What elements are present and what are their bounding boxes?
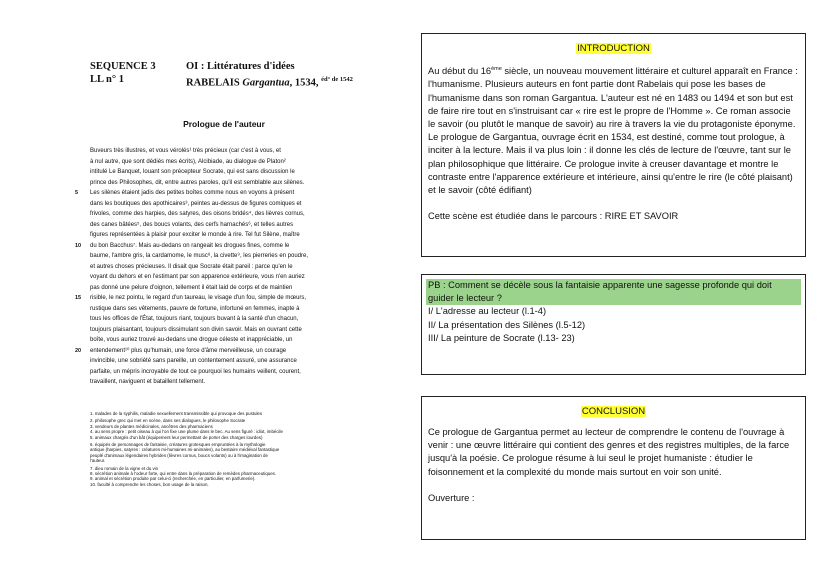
plan-box (421, 274, 806, 375)
footnote: 8. sécrétion animale à l'odeur forte, qui entre dans la préparation de remèdes pharmaceutiques. (90, 471, 277, 477)
footnote: 6. équipés de personnages de fantaisie, créatures grotesques empruntées à la mythologie (90, 442, 266, 448)
line-number: 5 (75, 190, 79, 196)
prologue-line: rustique dans ses vêtements, pauvre de fortune, infortuné en femmes, inapte à (90, 305, 300, 312)
footnote: 5. animaux chargés d'un bât (équipement leur permettant de porter des charges lourdes) (90, 434, 263, 440)
prologue-line: à nul autre, que sont dédiés mes écrits), Alcibiade, au dialogue de Platon² (90, 158, 286, 165)
footnote: antique (harpies, satyres : créatures mi-humaines mi-animales), au bestiaire médiéval fantastique (90, 447, 280, 453)
prologue-line: intitulé Le Banquet, louant son précepteur Socrate, qui est sans discussion le (90, 169, 295, 175)
prologue-line: baume, l'ambre gris, la cardamome, le musc⁸, la civette⁹, les pierreries en poudre, (90, 253, 309, 259)
footnotes (90, 411, 370, 487)
prologue-line: tous les offices de l'État, toujours riant, toujours buvant à la santé d'un chacun, (90, 316, 299, 322)
plan-part-1: I/ L'adresse au lecteur (l.1-4) (428, 306, 547, 317)
prologue-line: parfaite, un mépris incroyable de tout ce pourquoi les humains veillent, courent, (90, 368, 301, 375)
footnote: l'auteur. (90, 458, 106, 464)
ll-label: LL n° 1 (90, 74, 124, 85)
prologue-line: des canes bâtées⁵, des boucs volants, des cerfs harnachés⁶, et telles autres (90, 221, 294, 228)
prologue-text (75, 146, 358, 388)
line-number: 20 (75, 347, 82, 354)
footnote: 9. animal et sécrétion produite par celui-ci (recherchée, en particulier, en parfumerie). (90, 476, 256, 482)
conclusion-paragraph: Ce prologue de Gargantua permet au lecteur de comprendre le contenu de l'ouvrage à venir : une œuvre littéraire qui contient des genres et des registres multiples, de la farce jusqu'à la poésie. Ce prologue résume à lui seul le projet humaniste : étudier le foisonnement et la complexité du monde mais surtout en voir son unité. (428, 427, 790, 477)
prologue-line: 5 Les silènes étaient jadis des petites boîtes comme nous en voyons à présent (90, 188, 358, 199)
footnote: peuplé d'animaux légendaires hybrides (lièvres cornus, boucs volants) ou à l'imagination de (90, 452, 268, 458)
ouverture-label: Ouverture : (428, 492, 475, 503)
prologue-line: frivoles, comme des harpies, des satyres, des oisons bridés⁴, des lièvres cornus, (90, 211, 305, 217)
sequence-label: SEQUENCE 3 (90, 61, 156, 72)
prologue-line: toujours plaisantant, toujours dissimulant son divin savoir. Mais en ouvrant cette (90, 326, 302, 333)
prologue-line: invincible, une sobriété sans pareille, un contentement assuré, une assurance (90, 358, 297, 364)
footnote: 1. malades de la syphilis, maladie sexuellement transmissible qui provoque des pustules (90, 411, 263, 416)
text-page (75, 60, 358, 388)
footnote: 4. au sens propre : petit oiseau à qui l'on fixe une plume dans le bec. Au sens figuré : idiot, imbécile (90, 429, 283, 435)
footnote: 3. vendeurs de plantes médicinales, ancêtres des pharmaciens (90, 423, 213, 429)
prologue-title: Prologue de l'auteur (183, 119, 265, 129)
footnote: 7. dieu romain de la vigne et du vin (90, 465, 159, 471)
footnote: 10. faculté à comprendre les choses, bon usage de la raison. (90, 481, 209, 487)
prologue-line: 20 entendement¹⁰ plus qu'humain, une force d'âme merveilleuse, un courage (90, 346, 358, 357)
line-number: 15 (75, 295, 82, 301)
prologue-line: 15 risible, le nez pointu, le regard d'un taureau, le visage d'un fou, simple de mœurs, (90, 293, 358, 304)
introduction-box (421, 33, 806, 257)
prologue-line: boîte, vous auriez trouvé au-dedans une drogue céleste et inappréciable, un (90, 337, 293, 343)
prologue-line: 10 du bon Bacchus⁷. Mais au-dedans on rangeait les drogues fines, comme le (90, 241, 358, 252)
conclusion-title: CONCLUSION (581, 406, 646, 417)
introduction-paragraph: Au début du 16ème siècle, un nouveau mouvement littéraire et culturel apparaît en France : l'humanisme. Plusieurs auteurs en font partie dont Rabelais qui pose les bases de l'humanisme dans son roman Gargantua. L'auteur est né en 1483 ou 1494 et son but est de faire rire tout en s'instruisant car « rire est le propre de l'Homme ». Ce roman associe le savoir (ou plutôt le manque de savoir) au rire à travers la vie du protagoniste éponyme. Le prologue de Gargantua, ouvrage écrit en 1534, est destiné, comme tout prologue, à inciter à la lecture. Mais il va plus loin : il donne les clés de lecture de l'œuvre, tant sur le plan philosophique que littéraire. Ce prologue invite à creuser davantage et montre le contraste entre l'apparence extérieure et intérieure, ainsi qu'entre le rire (le côté plaisant) et le savoir (côté édifiant) (428, 66, 798, 195)
plan-part-2: II/ La présentation des Silènes (l.5-12) (428, 319, 586, 330)
introduction-title: INTRODUCTION (577, 43, 650, 54)
parcours-line: Cette scène est étudiée dans le parcours : RIRE ET SAVOIR (428, 211, 679, 222)
line-number: 10 (75, 242, 82, 249)
prologue-line: prince des Philosophes, dit, entre autres paroles, qu'il est semblable aux silènes. (90, 179, 305, 186)
sequence-header (90, 60, 358, 88)
prologue-line: travaillent, naviguent et bataillent tellement. (90, 379, 206, 385)
oi-label: OI : Littératures d'idées (186, 61, 295, 72)
prologue-line: figures représentées à plaisir pour exciter le monde à rire. Tel fut Silène, maître (90, 232, 300, 238)
prologue-line: pas donné une pelure d'oignon, tellement il était laid de corps et de maintien (90, 284, 293, 291)
prologue-line: et autres choses précieuses. Il disait que Socrate était pareil : parce qu'en le (90, 263, 293, 270)
plan-part-3: III/ La peinture de Socrate (l.13- 23) (428, 332, 575, 343)
work-reference: RABELAIS Gargantua, 1534, $^{éd^\circ de 1542}$ (186, 76, 353, 89)
footnote: 2. philosophe grec qui met en scène, dans ses dialogues, le philosophe Socrate (90, 418, 246, 424)
prologue-line: Buveurs très illustres, et vous vérolés¹ très précieux (car c'est à vous, et (90, 148, 281, 154)
prologue-line: voyant du dehors et en l'estimant par son apparence extérieure, vous n'en auriez (90, 274, 305, 280)
conclusion-box (421, 396, 806, 540)
prologue-line: dans les boutiques des apothicaires³, peintes au-dessus de figures comiques et (90, 200, 302, 207)
problematique: PB : Comment se décèle sous la fantaisie apparente une sagesse profonde qui doit guider le lecteur ? (426, 279, 801, 305)
